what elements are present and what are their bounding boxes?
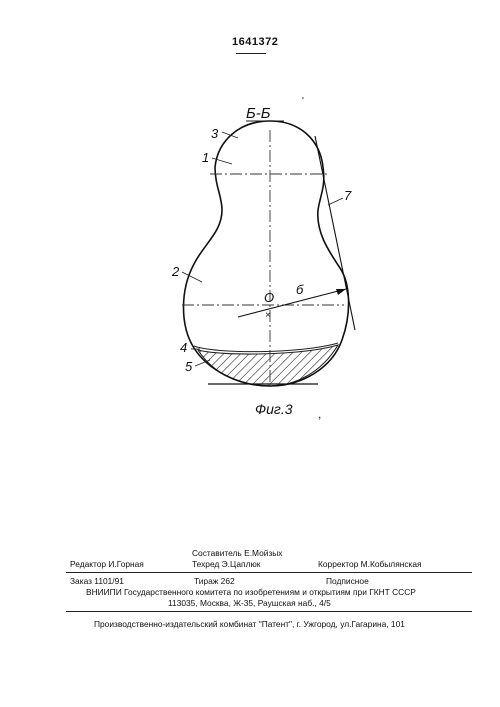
order: Заказ 1101/91 <box>70 576 124 586</box>
publisher: Производственно-издательский комбинат "Патент", г. Ужгород, ул.Гагарина, 101 <box>94 619 405 629</box>
label-1: 1 <box>202 150 210 165</box>
section-label: Б-Б <box>246 105 271 122</box>
label-2: 2 <box>172 264 180 279</box>
label-4: 4 <box>180 340 188 355</box>
techred: Техред Э.Цаплюк <box>192 559 261 569</box>
label-5: 5 <box>185 359 193 374</box>
label-radius: б <box>296 282 304 297</box>
editor: Редактор И.Горная <box>70 559 144 569</box>
section-mark: ' <box>302 96 304 107</box>
leader-2 <box>182 272 202 282</box>
label-3: 3 <box>211 126 219 141</box>
footer-rule-middle <box>66 611 472 612</box>
patent-number: 1641372 <box>232 36 279 48</box>
radius-arrowhead <box>336 289 346 295</box>
corrector: Корректор М.Кобылянская <box>318 559 422 569</box>
caption-comma: , <box>318 407 322 421</box>
radius-line <box>238 289 346 317</box>
subscription: Подписное <box>326 576 369 586</box>
figure-caption: Фиг.3 <box>255 401 293 417</box>
label-7: 7 <box>344 188 352 203</box>
circulation: Тираж 262 <box>194 576 235 586</box>
compiler: Составитель Е.Мойзых <box>192 548 283 558</box>
address: 113035, Москва, Ж-35, Раушская наб., 4/5 <box>168 598 331 608</box>
footer-rule-top <box>66 572 472 573</box>
label-origin: O <box>264 290 275 305</box>
vniipi: ВНИИПИ Государственного комитета по изобретениям и открытиям при ГКНТ СССР <box>86 587 416 597</box>
leader-7 <box>328 198 343 205</box>
centre-mark: × <box>265 310 271 321</box>
